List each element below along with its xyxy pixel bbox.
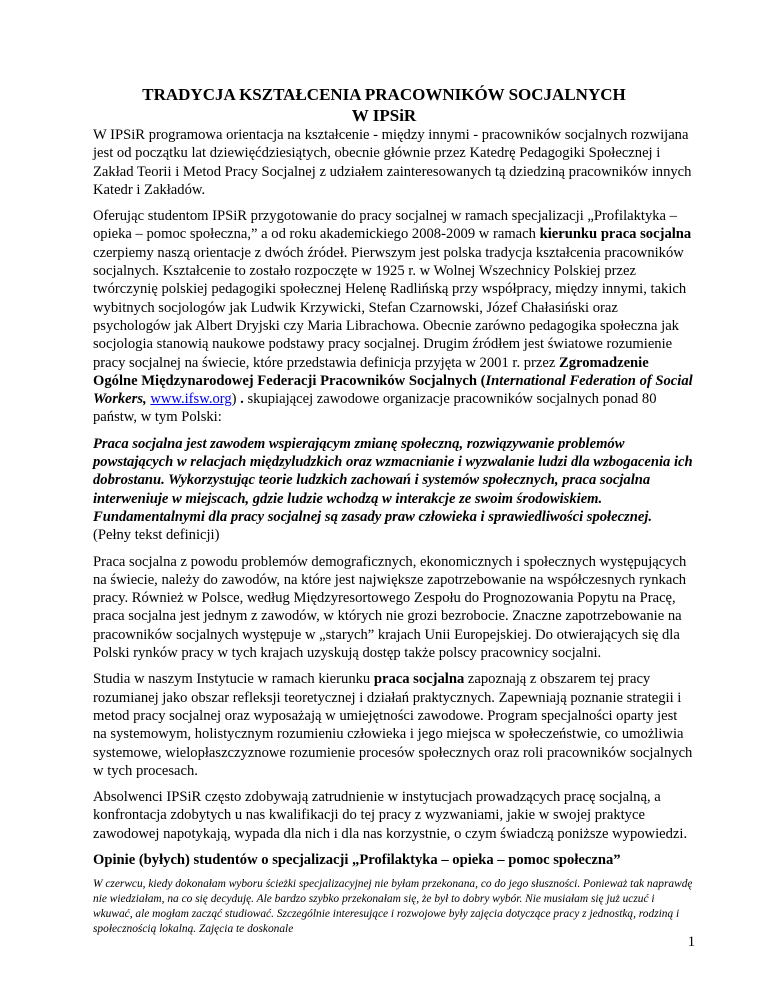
paragraph-intro: W IPSiR programowa orientacja na kształcenie - między innymi - pracowników socjalnych rozwijana jest od początku lat dziewięćdziesiątych, obecnie głównie przez Katedrę Pedagogiki Społecznej i Zakład Teorii i Metod Pracy Socjalnej z udziałem zainteresowanych tą dziedziną pracowników innych Katedr i Zakładów. xyxy=(93,127,692,198)
title-line-2: W IPSiR xyxy=(351,106,417,125)
paragraph-sources xyxy=(93,207,693,427)
full-definition-note[interactable]: (Pełny tekst definicji) xyxy=(93,527,220,544)
student-testimonial: W czerwcu, kiedy dokonałam wyboru ścieżki specjalizacyjnej nie byłam przekonana, co do jego słuszności. Ponieważ tak naprawdę nie wiedziałam, na co się decyduję. Ale bardzo szybko przekonałam się, że był to dobry wybór. Nie musiałam się już uczuć i wkuwać, ale mogłam zacząć studiować. Szczególnie interesujące i rozwojowe były zajęcia dotyczące pracy z jednostką, rodziną i społecznością lokalną. Zajęcia te doskonale xyxy=(93,878,693,935)
document-title xyxy=(60,84,708,126)
title-line-1: TRADYCJA KSZTAŁCENIA PRACOWNIKÓW SOCJALNYCH xyxy=(142,85,626,104)
sources-bold-ifsw-name: Zgromadzenie Ogólne Międzynarodowej Federacji Pracowników Socjalnych ( xyxy=(93,354,649,389)
sources-paren: ) xyxy=(231,391,237,408)
ifsw-link[interactable]: www.ifsw.org xyxy=(150,391,232,408)
page-number: 1 xyxy=(687,934,695,950)
sources-text-i: skupiającej zawodowe organizacje pracowników socjalnych ponad 80 państw, w tym Polski: xyxy=(93,391,657,426)
studies-text-a: Studia w naszym Instytucie w ramach kierunku xyxy=(93,671,374,688)
studies-bold-praca-socjalna: praca socjalna xyxy=(373,671,465,688)
definition-quote xyxy=(93,435,693,545)
sources-text-a: Oferując studentom IPSiR przygotowanie do pracy socjalnej w ramach specjalizacji „Profilaktyka – opieka – pomoc społeczna,” a od roku akademickiego 2008-2009 w ramach xyxy=(93,208,677,243)
opinions-heading: Opinie (byłych) studentów o specjalizacji „Profilaktyka – opieka – pomoc społeczna” xyxy=(93,851,621,868)
document-body xyxy=(93,126,693,944)
studies-text-c: zapoznają z obszarem tej pracy rozumianej jako obszar refleksji teoretycznej i działań praktycznych. Zapewniają poznanie strategii i metod pracy socjalnej oraz wyposażają w umiejętności zawodowe. Program specjalności oparty jest na systemowym, holistycznym rozumieniu człowieka i jego miejsca w społeczeństwie, co umożliwia systemowe, wielopłaszczyznowe rozumienie procesów społecznych oraz roli pracowników socjalnych w tych procesach. xyxy=(93,671,693,779)
sources-ifsw-english: International Federation of Social Workers, xyxy=(93,372,693,408)
paragraph-studies xyxy=(93,670,693,780)
paragraph-labour-market: Praca socjalna z powodu problemów demograficznych, ekonomicznych i społecznych występujących na świecie, należy do zawodów, na które jest największe zapotrzebowanie na współczesnych rynkach pracy. Również w Polsce, według Międzyresortowego Zespołu do Prognozowania Popytu na Pracę, praca socjalna jest jednym z zawodów, w których nie grozi bezrobocie. Znaczne zapotrzebowanie na pracowników socjalnych występuje w „starych” krajach Unii Europejskiej. Do otwierających się dla Polski rynków pracy w tych krajach uzyskują dostęp także polscy pracownicy socjalni. xyxy=(93,553,687,662)
sources-text-c: czerpiemy naszą orientacje z dwóch źródeł. Pierwszym jest polska tradycja kształcenia pracowników socjalnych. Kształcenie to zostało rozpoczęte w 1925 r. w Wolnej Wszechnicy Polskiej przez twórczynię polskiej pedagogiki społecznej Helenę Radlińską przy współpracy, między innymi, takich wybitnych socjologów jak Ludwik Krzywicki, Stefan Czarnowski, Józef Chałasiński oraz psychologów jak Albert Dryjski czy Maria Librachowa. Obecnie zarówno pedagogika społeczna jak socjologia stanowią naukowe podstawy pracy socjalnej. Drugim źródłem jest światowe rozumienie pracy socjalnej na świecie, które przedstawia definicja przyjęta w 2001 r. przez xyxy=(93,244,687,371)
definition-text: Praca socjalna jest zawodem wspierającym zmianę społeczną, rozwiązywanie problemów powstających w relacjach międzyludzkich oraz wzmacnianie i wyzwalanie ludzi dla wzbogacenia ich dobrostanu. Wykorzystując teorie ludzkich zachowań i systemów społecznych, praca socjalna interweniuje w miejscach, gdzie ludzie wchodzą w interakcje ze swoim środowiskiem. Fundamentalnymi dla pracy socjalnej są zasady praw człowieka i sprawiedliwości społecznej. xyxy=(93,435,693,525)
sources-bold-kierunek: kierunku praca socjalna xyxy=(539,226,692,243)
paragraph-graduates: Absolwenci IPSiR często zdobywają zatrudnienie w instytucjach prowadzących pracę socjalną, a konfrontacja zdobytych u nas kwalifikacji do tej pracy z wyzwaniami, jakie w swojej praktyce zawodowej napotykają, wypada dla nich i dla nas korzystnie, o czym świadczą poniższe wypowiedzi. xyxy=(93,789,688,842)
sources-dot: . xyxy=(236,391,248,408)
